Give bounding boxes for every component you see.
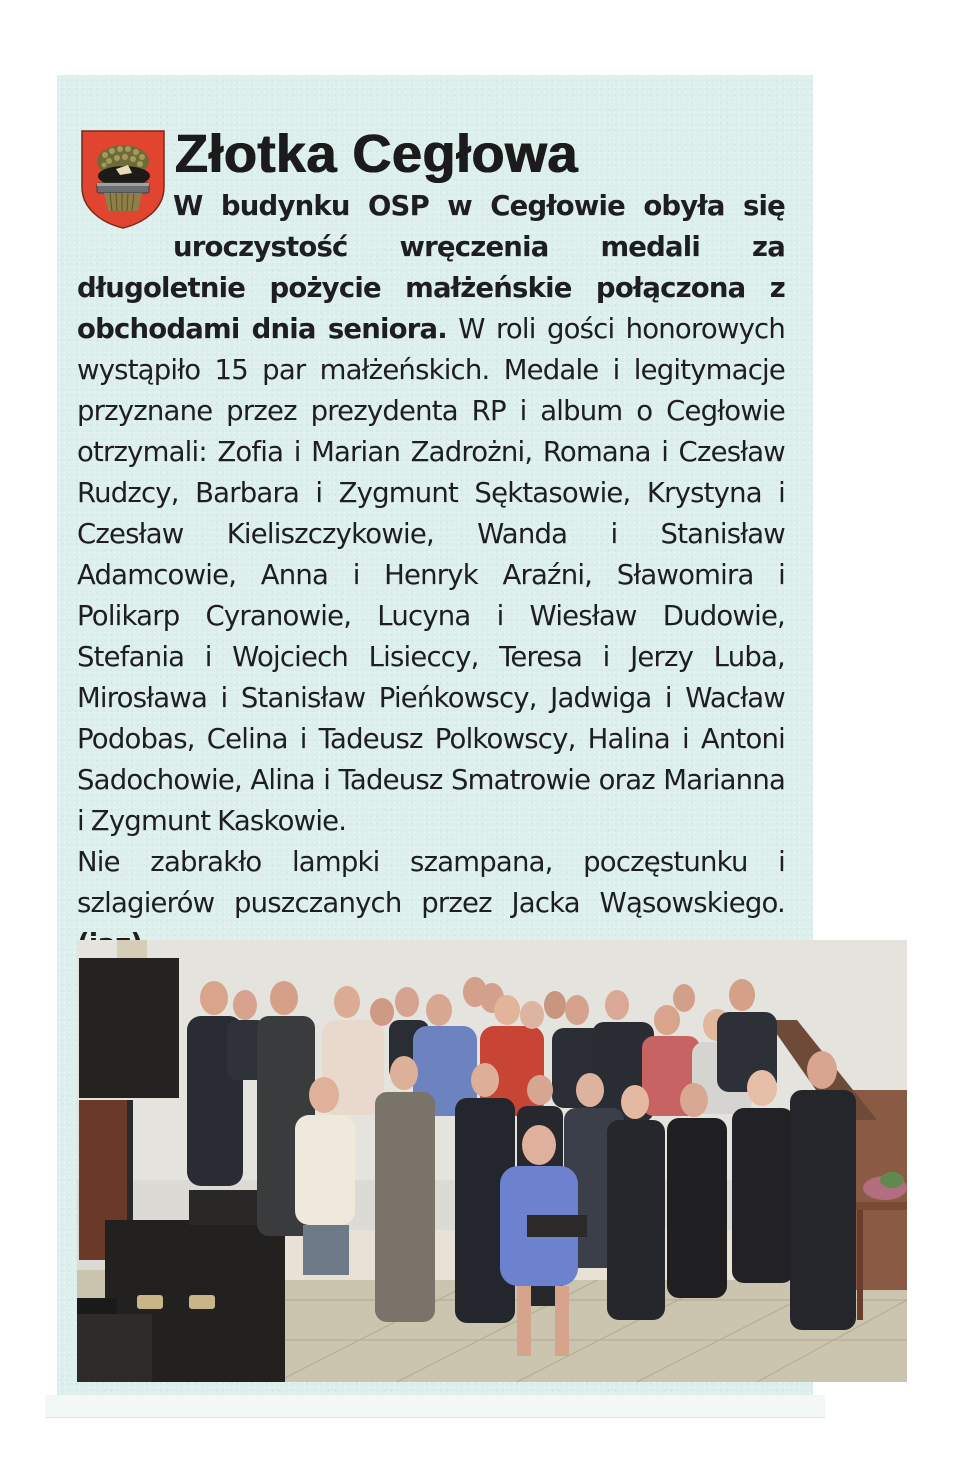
article-body <box>77 186 785 965</box>
article-paragraph-1 <box>77 186 785 842</box>
article-text: W roli gości honorowych wystąpiło 15 par małżeńskich. Medale i legitymacje przyznane przez prezydenta RP i album o Cegłowie otrzymali: Zofia i Marian Zadrożni, Romana i Czesław Rudzcy, Barbara i Zygmunt Sęktasowie, Krystyna i Czesław Kieliszczykowie, Wanda i Stanisław Adamcowie, Anna i Henryk Araźni, Sławomira i Polikarp Cyranowie, Lucyna i Wiesław Dudowie, Stefania i Wojciech Lisieccy, Teresa i Jerzy Luba, Mirosława i Stanisław Pieńkowscy, Jadwiga i Wacław Podobas, Celina i Tadeusz Polkowscy, Halina i Antoni Sadochowie, Alina i Tadeusz Smatrowie oraz Marianna i Zygmunt Kaskowie. <box>77 313 785 837</box>
article-headline: Złotka Cegłowa <box>175 124 579 184</box>
article-closing: Nie zabrakło lampki szampana, poczęstunku i szlagierów puszczanych przez Jacka Wąsowskiego. <box>77 846 785 919</box>
article-lead: W budynku OSP w Cegłowie obyła się uroczystość wręczenia medali za długoletnie pożycie małżeńskie połączona z obchodami dnia seniora. <box>77 190 785 345</box>
panel-bottom-edge <box>45 1395 825 1418</box>
group-photo <box>77 940 907 1382</box>
crest-wrap-space <box>77 186 173 268</box>
